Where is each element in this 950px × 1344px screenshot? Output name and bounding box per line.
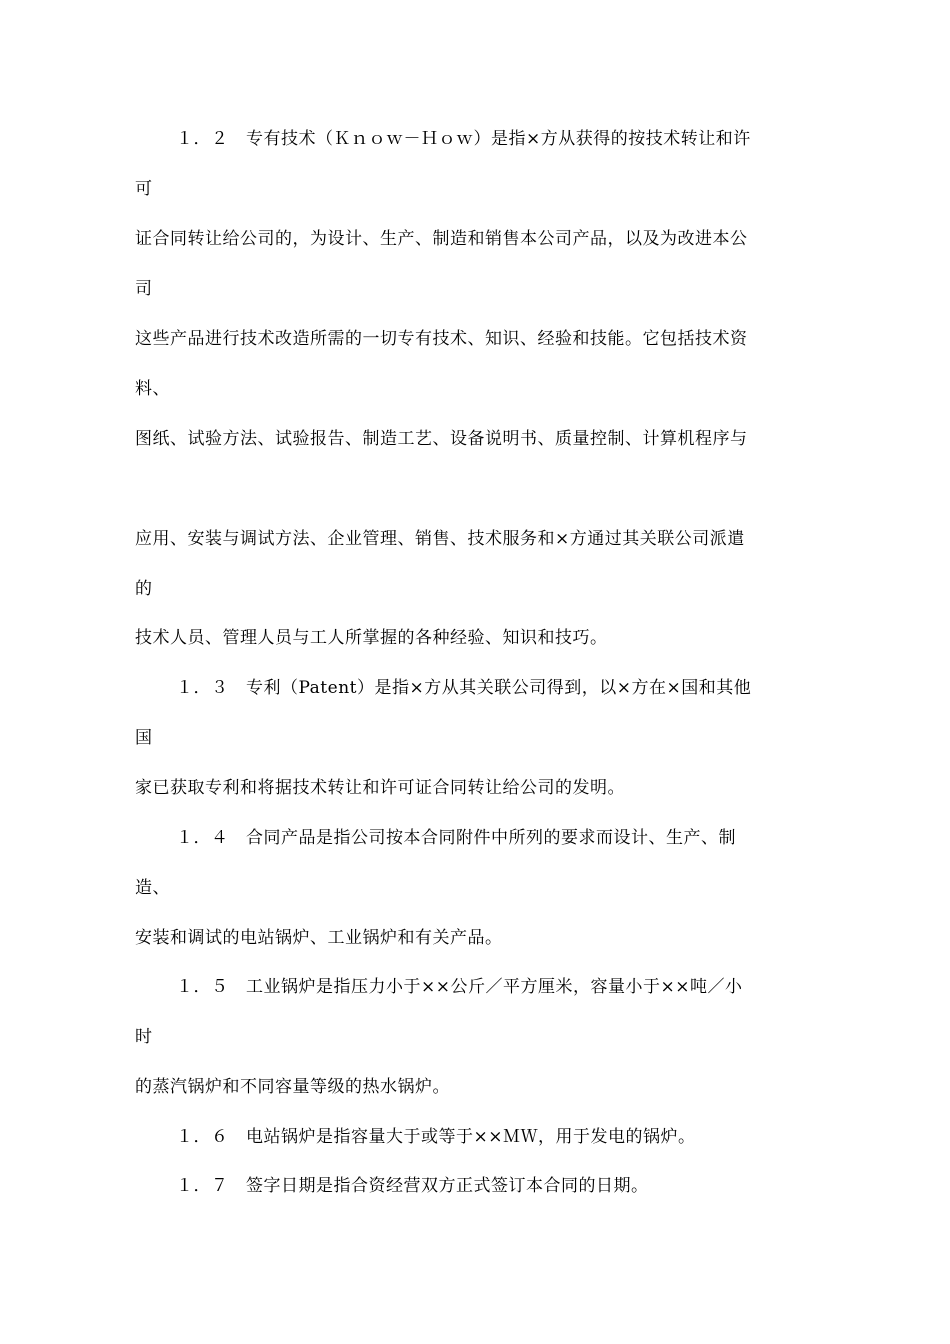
clause-1-2-line-4: 司 (135, 279, 153, 299)
clause-1-2-line-7: 图纸、试验方法、试验报告、制造工艺、设备说明书、质量控制、计算机程序与 (135, 429, 748, 449)
clause-1-3-line-3: 家已获取专利和将据技术转让和许可证合同转让给公司的发明。 (135, 778, 625, 798)
clause-1-2-line-10: 技术人员、管理人员与工人所掌握的各种经验、知识和技巧。 (135, 628, 608, 648)
clause-1-2-line-3: 证合同转让给公司的，为设计、生产、制造和销售本公司产品，以及为改进本公 (135, 229, 748, 249)
clause-1-3-line-2: 国 (135, 728, 153, 748)
clause-1-5-line-3: 的蒸汽锅炉和不同容量等级的热水锅炉。 (135, 1077, 450, 1097)
clause-1-4-line-1: １．４ 合同产品是指公司按本合同附件中所列的要求而设计、生产、制 (176, 828, 736, 848)
clause-1-5-line-2: 时 (135, 1027, 153, 1047)
clause-1-2-line-8: 应用、安装与调试方法、企业管理、销售、技术服务和×方通过其关联公司派遣 (135, 529, 745, 549)
clause-1-5-line-1: １．５ 工业锅炉是指压力小于××公斤／平方厘米，容量小于××吨／小 (176, 977, 743, 997)
clause-1-2-line-1: １．２ 专有技术（Ｋｎｏｗ－Ｈｏｗ）是指×方从获得的按技术转让和许 (176, 129, 751, 149)
clause-1-2-line-2: 可 (135, 179, 153, 199)
clause-1-4-line-2: 造、 (135, 878, 170, 898)
clause-1-3-line-1: １．３ 专利（Patent）是指×方从其关联公司得到，以×方在×国和其他 (176, 678, 752, 698)
clause-1-2-line-9: 的 (135, 579, 153, 599)
clause-1-2-line-5: 这些产品进行技术改造所需的一切专有技术、知识、经验和技能。它包括技术资 (135, 329, 748, 349)
clause-1-2-line-6: 料、 (135, 379, 170, 399)
clause-1-6-line-1: １．６ 电站锅炉是指容量大于或等于××ＭＷ，用于发电的锅炉。 (176, 1127, 696, 1147)
clause-1-4-line-3: 安装和调试的电站锅炉、工业锅炉和有关产品。 (135, 928, 503, 948)
clause-1-7-line-1: １．７ 签字日期是指合资经营双方正式签订本合同的日期。 (176, 1176, 649, 1196)
